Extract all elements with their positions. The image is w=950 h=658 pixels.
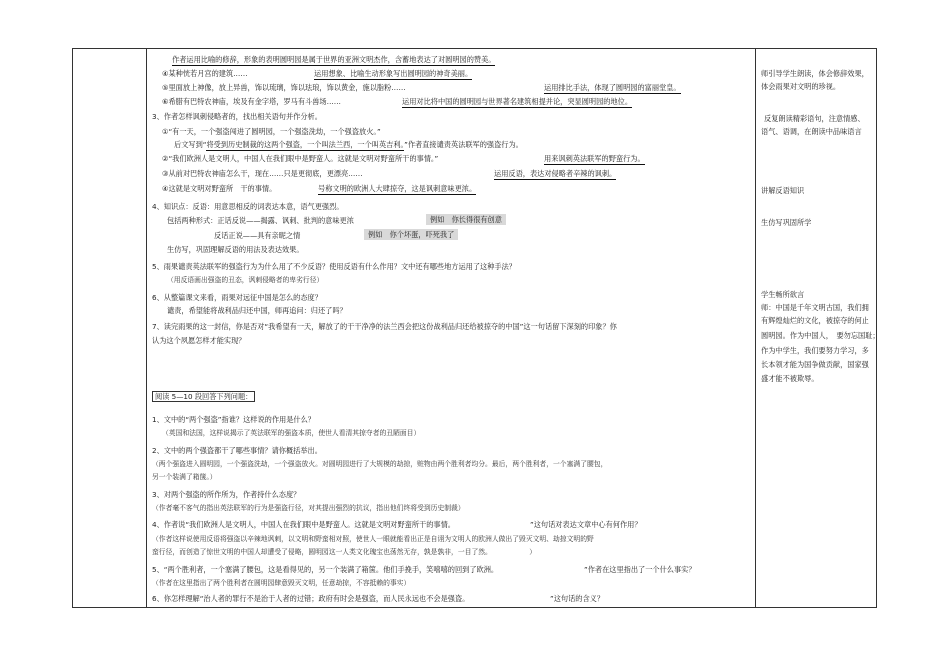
reading-q5-tail: ”作者在这里指出了一个什么事实？ <box>584 565 696 574</box>
example-moon-palace: ④某种恍若月宫的建筑…… <box>162 69 248 78</box>
analysis-underline: 用来讽刺英法联军的野蛮行为。 <box>544 154 645 163</box>
question-5: 5、雨果谴责英法联军的强盗行为为什么用了不少反语？使用反语有什么作用？文中还有哪些地方运用了这种手法？ <box>152 262 516 271</box>
analysis-underline: 运用排比手法，体现了圆明园的富丽堂皇。 <box>544 83 681 92</box>
quote-1-analysis: 后文写到“将受到历史制裁的这两个强盗，一个叫法兰西，一个叫英吉利。”作者直接谴责英法联军的强盗行为。 <box>174 140 523 149</box>
reading-a2-cont: 另一个装满了箱箧。） <box>152 473 217 481</box>
reading-a4-cont: 蛮行径，而创造了惊世文明的中国人却遭受了侵略，圆明园这一人类文化瑰宝也荡然无存，孰是孰非，一目了然。 ） <box>152 548 537 556</box>
quote-2: ②“我们欧洲人是文明人，中国人在我们眼中是野蛮人。这就是文明对野蛮所干的事情。” <box>162 154 439 163</box>
reading-q4: 4、作者说“我们欧洲人是文明人，中国人在我们眼中是野蛮人。这就是文明对野蛮所干的事情。 <box>152 520 455 529</box>
note-repeat-reading: 反复朗读精彩语句，注意情感、 <box>764 114 865 123</box>
note-irony-knowledge: 讲解反语知识 <box>761 186 805 195</box>
irony-example-1: 例如 你长得很有创意 <box>426 214 506 225</box>
reading-section-title: 阅读 5—10 段回答下列问题： <box>152 391 255 402</box>
analysis-underline: 运用想象、比喻生动形象写出圆明园的神奇美丽。 <box>314 69 473 78</box>
question-6: 6、从整篇课文来看，雨果对远征中国是怎么的态度？ <box>152 293 322 302</box>
reading-q6-tail: ”这句话的含义？ <box>550 594 605 603</box>
analysis-underline: 运用对比将中国的圆明园与世界著名建筑相提并论，突显圆明园的地位。 <box>402 97 633 106</box>
irony-example-2: 例如 你个坏蛋，吓死我了 <box>364 229 458 240</box>
example-statues: ⑤里面放上神像，放上异兽，饰以琉璃，饰以珐琅，饰以黄金，施以脂粉…… <box>162 83 406 92</box>
analysis-underline: 号称文明的欧洲人大肆掠夺，这是讽刺意味更浓。 <box>318 184 477 193</box>
answer-5: （用反语画出强盗的丑态，讽刺侵略者的卑劣行径） <box>167 276 324 284</box>
reading-a3: （作者毫不客气的指出英法联军的行为是强盗行径，对其提出强烈的抗议，指出他们终将受到历史制裁） <box>152 504 465 512</box>
question-7: 7、读完雨果的这一封信，你是否对“我希望有一天，解放了的干干净净的法兰西会把这份战利品归还给被掠夺的中国”这一句话留下深刻的印象？你 <box>152 322 617 331</box>
note-teacher-3: 圆明园。作为中国人， 要勿忘国耻； <box>761 331 880 340</box>
note-teacher-2: 有辉煌灿烂的文化，被掠夺的何止 <box>761 316 869 325</box>
note-reading-guidance-cont: 体会雨果对文明的珍视。 <box>761 82 841 91</box>
note-teacher-6: 盛才能不被欺辱。 <box>761 374 819 383</box>
reading-a2: （两个强盗进入圆明园，一个强盗洗劫，一个强盗放火。对圆明园进行了大规模的劫掠，赃物由两个胜利者均分。最后，两个胜利者，一个塞满了腰包， <box>152 460 608 468</box>
quote-1: ①“有一天，一个强盗闯进了圆明园，一个强盗洗劫，一个强盗放火。” <box>162 127 381 136</box>
answer-6: 谴责，希望能将战利品归还中国，师再追问：归还了吗？ <box>167 306 347 315</box>
imitation-task: 生仿写，巩固理解反语的用法及表达效果。 <box>167 245 304 254</box>
reading-q2: 2、文中的两个强盗都干了哪些事情？请你概括举出。 <box>152 446 322 455</box>
reading-q4-tail: ”这句话对表达文章中心有何作用？ <box>530 520 642 529</box>
reading-q6: 6、你怎样理解“治人者的罪行不是治于人者的过错；政府有时会是强盗，而人民永远也不会是强盗。 <box>152 594 470 603</box>
column-divider-left <box>146 48 147 608</box>
question-3: 3、作者怎样讽刺侵略者的，找出相关语句并作分析。 <box>152 112 322 121</box>
reading-q3: 3、对两个强盗的所作所为，作者持什么态度？ <box>152 490 301 499</box>
quote-4: ④这就是文明对野蛮所 干的事情。 <box>162 184 277 193</box>
question-4: 4、知识点：反语：用意思相反的词表达本意，语气更强烈。 <box>152 202 344 211</box>
note-repeat-reading-cont: 语气、语调，在朗读中品味语言 <box>761 127 862 136</box>
note-teacher-1: 师：中国是千年文明古国，我们拥 <box>761 303 869 312</box>
reading-a1: （英国和法国，这样说揭示了英法联军的强盗本质，使世人看清其掠夺者的丑陋面目） <box>162 429 421 437</box>
analysis-underline: 运用反语，表达对侵略者辛辣的讽刺。 <box>494 169 617 178</box>
reading-a4: （作者这样说使用反语将强盗以辛辣地讽刺，以文明和野蛮相对照，使世人一眼就能看出正是自诩为文明人的欧洲人做出了毁灭文明、劫掠文明的野 <box>152 535 594 543</box>
reading-q1: 1、文中的“两个强盗”指谁？这样说的作用是什么？ <box>152 415 315 424</box>
note-reading-guidance: 师引导学生朗读，体会修辞效果， <box>761 69 869 78</box>
reading-q5: 5、“两个胜利者，一个塞满了腰包，这是看得见的，另一个装满了箱箧。他们手挽手，笑嘻嘻的回到了欧洲。 <box>152 565 499 574</box>
irony-type-1: 包括两种形式：正话反说——揭露、讽刺、批判的意味更浓 <box>167 216 354 225</box>
note-free-speech: 学生畅所欲言 <box>761 290 805 299</box>
note-teacher-4: 作为中学生，我们要努力学习，多 <box>761 346 869 355</box>
example-parthenon: ⑥希腊有巴特农神庙，埃及有金字塔，罗马有斗兽场…… <box>162 97 341 106</box>
reading-a5: （作者在这里指出了两个胜利者在圆明园肆意毁灭文明，任意劫掠，不容抵赖的事实） <box>152 579 411 587</box>
question-7-cont: 认为这个夙愿怎样才能实现？ <box>152 336 246 345</box>
note-teacher-5: 长本领才能为国争做贡献，国家强 <box>761 360 869 369</box>
irony-type-2: 反话正说——具有亲昵之情 <box>214 231 301 240</box>
column-divider-right <box>755 48 756 608</box>
analysis-line: 作者运用比喻的修辞，形象的表明圆明园是属于世界的亚洲文明杰作，含蓄地表达了对圆明园的赞美。 <box>172 55 496 64</box>
quote-3: ③从前对巴特农神庙怎么干，现在……只是更彻底，更漂亮…… <box>162 169 363 178</box>
note-imitation: 生仿写巩固所学 <box>761 218 812 227</box>
